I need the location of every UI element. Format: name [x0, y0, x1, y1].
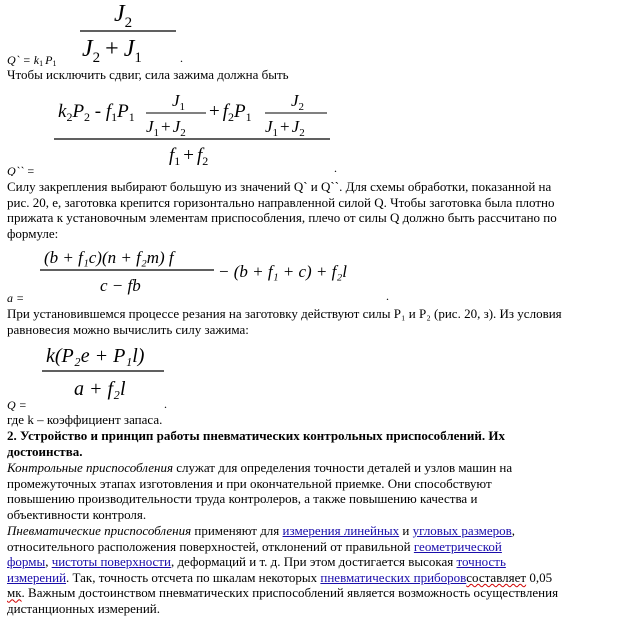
- link-measurements[interactable]: измерений: [7, 569, 67, 585]
- f1-dot: .: [180, 51, 183, 65]
- term-pneumatic-fixtures: Пневматические приспособления: [7, 523, 192, 538]
- spellcheck-word-mk: мк: [7, 585, 22, 601]
- p6-l4-text: . Так, точность отсчета по шкалам некоторых: [66, 569, 321, 585]
- link-pneumatic-instruments[interactable]: пневматических приборов: [320, 569, 467, 585]
- f2-inner1-num: $J_1$: [172, 91, 186, 113]
- f2-dot: .: [334, 161, 337, 175]
- link-accuracy[interactable]: точность: [456, 554, 506, 570]
- f2-inner1-den: $J_1 + J_2$: [146, 117, 186, 139]
- p3-line-2: равновесия можно вычислить силу зажима:: [7, 321, 249, 337]
- f3-num: (b + f₁c)(n + f₂m) f: [44, 248, 174, 267]
- f3-den: c − fb: [100, 276, 141, 295]
- p6-l1-and: и: [399, 523, 413, 538]
- link-linear-measurement[interactable]: измерения линейных: [282, 523, 400, 538]
- paragraph-equilibrium: [7, 306, 562, 337]
- f1-num: $J_2$: [114, 1, 133, 31]
- p6-l4-value: 0,05: [526, 569, 553, 585]
- formula-q-graphic: [0, 338, 619, 412]
- f4-lead: Q =: [7, 398, 27, 412]
- p6-line-6: дистанционных измерений.: [7, 600, 161, 616]
- f4-den: a + f₂l: [74, 378, 126, 400]
- formula-q-prime: [0, 0, 619, 68]
- formula-q-double-prime-graphic: [0, 84, 619, 176]
- p6-line-5: [7, 585, 558, 601]
- f3-tail: − (b + f₁ + c) + f₂l: [218, 262, 347, 281]
- heading-line-2: достоинства.: [7, 443, 83, 459]
- p6-l1-text: применяют для: [191, 523, 283, 538]
- p2-line-4: формуле:: [7, 225, 59, 241]
- paragraph-pneumatic-fixtures: [7, 523, 558, 617]
- section-heading: [7, 428, 505, 459]
- p6-l1-comma: ,: [511, 523, 516, 538]
- p5-line-4: объективности контроля.: [7, 506, 147, 522]
- f2-lead: Q`` =: [7, 164, 35, 176]
- link-geometric[interactable]: геометрической: [413, 538, 502, 554]
- formula-a-graphic: [0, 243, 619, 305]
- formula-q-double-prime: [0, 84, 619, 176]
- p6-l2-text: относительного расположения поверхностей, отклонений от правильной: [7, 538, 414, 554]
- spellcheck-word-sostavlyaet: составляет: [466, 569, 527, 585]
- f2-denominator: $f_1 + f_2$: [169, 145, 209, 168]
- p5-line-2: промежуточных этапах изготовления и при окончательной приемке. Они способствуют: [7, 475, 492, 491]
- paragraph-safety-factor: где k – коэффициент запаса.: [7, 412, 163, 427]
- formula-q: [0, 338, 619, 412]
- f2-numerator-lead: $k_2P_2 - f_1P_1$: [58, 101, 135, 124]
- p5-line-3: повышению производительности труда контролеров, а также повышению качества и: [7, 491, 478, 507]
- p2-line-1: Силу закрепления выбирают большую из значений Q` и Q``. Для схемы обработки, показанной на: [7, 179, 552, 194]
- f2-inner2-den: $J_1 + J_2$: [265, 117, 305, 139]
- paragraph-shear: Чтобы исключить сдвиг, сила зажима должна быть: [7, 67, 289, 82]
- f2-numerator-mid: + $f_2P_1$: [209, 101, 252, 124]
- f2-inner2-num: $J_2$: [291, 91, 305, 113]
- p2-line-2: рис. 20, е, заготовка крепится горизонтально направленной силой Q. Чтобы заготовка была плотно: [7, 194, 555, 210]
- link-surface-finish[interactable]: чистоты поверхности: [51, 554, 171, 570]
- f3-dot: .: [386, 289, 389, 303]
- formula-q-prime-graphic: [0, 0, 619, 68]
- p6-line-1: [7, 523, 558, 539]
- heading-line-1: 2. Устройство и принцип работы пневматических контрольных приспособлений. Их: [7, 428, 505, 443]
- p6-line-4: [7, 570, 558, 586]
- f3-lead: a =: [7, 291, 25, 305]
- p5-line-1-rest: служат для определения точности деталей и узлов машин на: [173, 460, 513, 475]
- p2-line-3: прижата к установочным элементам приспособления, плечо от силы Q должно быть рассчитано по: [7, 210, 557, 226]
- f4-num: k(P₂e + P₁l): [46, 345, 145, 367]
- term-control-fixtures: Контрольные приспособления: [7, 460, 174, 475]
- p5-line-1: [7, 460, 512, 476]
- formula-a: [0, 243, 619, 305]
- p6-line-3: [7, 554, 558, 570]
- f4-dot: .: [164, 397, 167, 411]
- link-form[interactable]: формы: [7, 554, 46, 570]
- p3-line-1: При установившемся процессе резания на заготовку действуют силы P₁ и P₂ (рис. 20, з). Из условия: [7, 306, 562, 321]
- paragraph-clamping-force: [7, 179, 557, 241]
- link-angular-dimensions[interactable]: угловых размеров: [412, 523, 512, 538]
- f1-den: $J_2 + J_1$: [82, 36, 142, 66]
- f1-lead: Q` = k1 P1: [7, 53, 57, 68]
- p6-l3-sep: ,: [45, 554, 52, 570]
- p6-l3-text: , деформаций и т. д. При этом достигается высокая: [170, 554, 457, 570]
- paragraph-control-fixtures: [7, 460, 512, 522]
- p6-line-2: [7, 539, 558, 555]
- p6-l5-text: . Важным достоинством пневматических приспособлений является возможность осуществления: [21, 585, 559, 601]
